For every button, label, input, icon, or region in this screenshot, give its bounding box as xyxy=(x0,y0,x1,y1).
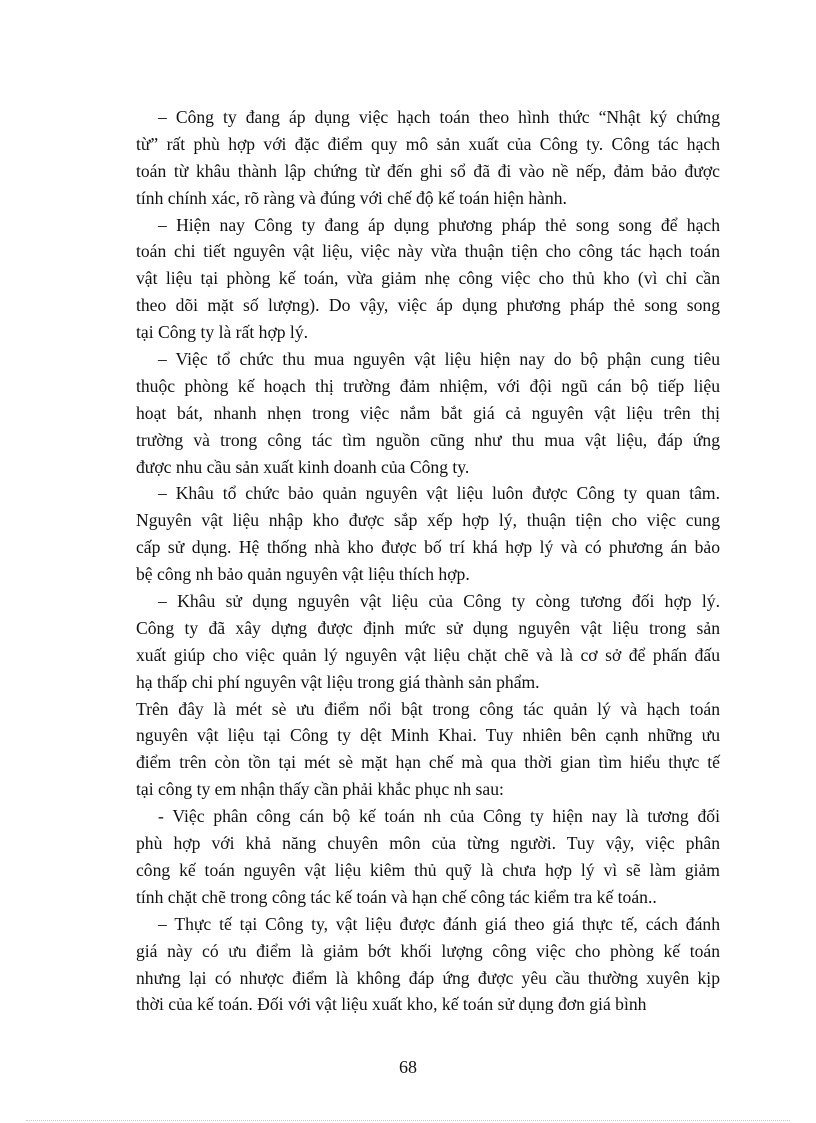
text-line: bệ công nh bảo quản nguyên vật liệu thích hợp. xyxy=(136,564,470,585)
text-line: công kế toán nguyên vật liệu kiêm thủ quỹ là chưa hợp lý vì sẽ làm giảm xyxy=(136,859,720,880)
text-line: – Khâu tổ chức bảo quản nguyên vật liệu luôn được Công ty quan tâm. xyxy=(158,483,720,504)
footer-divider xyxy=(26,1120,790,1121)
text-line: nhưng lại có nhược điểm là không đáp ứng được yêu cầu thường xuyên kịp xyxy=(136,967,720,988)
text-line: được nhu cầu sản xuất kinh doanh của Công ty. xyxy=(136,456,470,477)
text-line: - Việc phân công cán bộ kế toán nh của Công ty hiện nay là tương đối xyxy=(158,806,720,827)
body-text xyxy=(136,104,720,1018)
text-line: Nguyên vật liệu nhập kho được sắp xếp hợp lý, thuận tiện cho việc cung xyxy=(136,510,720,531)
text-line: phù hợp với khả năng chuyên môn của từng người. Tuy vậy, việc phân xyxy=(136,833,720,854)
paragraph xyxy=(136,911,720,1019)
text-line: cấp sử dụng. Hệ thống nhà kho được bố trí khá hợp lý và có phương án bảo xyxy=(136,537,720,558)
paragraph xyxy=(136,480,720,588)
text-line: toán từ khâu thành lập chứng từ đến ghi sổ đã đi vào nề nếp, đảm bảo được xyxy=(136,160,720,181)
text-line: – Việc tổ chức thu mua nguyên vật liệu hiện nay do bộ phận cung tiêu xyxy=(158,349,720,370)
text-line: tại Công ty là rất hợp lý. xyxy=(136,322,309,343)
paragraph xyxy=(136,212,720,346)
text-line: tại công ty em nhận thấy cần phải khắc phục nh sau: xyxy=(136,779,504,800)
paragraph xyxy=(136,803,720,911)
text-line: – Hiện nay Công ty đang áp dụng phương pháp thẻ song song để hạch xyxy=(158,214,720,235)
text-line: giá này có ưu điểm là giảm bớt khối lượng công việc cho phòng kế toán xyxy=(136,940,720,961)
text-line: nguyên vật liệu tại Công ty dệt Minh Khai. Tuy nhiên bên cạnh những ưu xyxy=(136,725,720,746)
paragraph xyxy=(136,696,720,804)
text-line: tính chính xác, rõ ràng và đúng với chế độ kế toán hiện hành. xyxy=(136,187,567,208)
paragraph xyxy=(136,588,720,696)
text-line: theo dõi mặt số lượng). Do vậy, việc áp dụng phương pháp thẻ song song xyxy=(136,295,720,316)
text-line: – Công ty đang áp dụng việc hạch toán theo hình thức “Nhật ký chứng xyxy=(158,107,720,127)
text-line: trường và trong công tác tìm nguồn cũng như thu mua vật liệu, đáp ứng xyxy=(136,429,720,450)
page-number: 68 xyxy=(399,1057,417,1077)
text-line: vật liệu tại phòng kế toán, vừa giảm nhẹ công việc cho thủ kho (vì chỉ cần xyxy=(136,268,720,289)
text-line: tính chặt chẽ trong công tác kế toán và hạn chế công tác kiểm tra kế toán.. xyxy=(136,886,657,907)
text-line: – Thực tế tại Công ty, vật liệu được đánh giá theo giá thực tế, cách đánh xyxy=(158,913,720,934)
text-line: hoạt bát, nhanh nhẹn trong việc nắm bắt giá cả nguyên vật liệu trên thị xyxy=(136,402,720,423)
text-line: từ” rất phù hợp với đặc điểm quy mô sản xuất của Công ty. Công tác hạch xyxy=(136,133,720,154)
text-line: hạ thấp chi phí nguyên vật liệu trong giá thành sản phẩm. xyxy=(136,671,540,692)
text-line: – Khâu sử dụng nguyên vật liệu của Công ty còng tương đối hợp lý. xyxy=(158,591,720,612)
paragraph xyxy=(136,346,720,480)
text-line: xuất giúp cho việc quản lý nguyên vật liệu chặt chẽ và là cơ sở để phấn đấu xyxy=(136,644,720,665)
text-line: toán chi tiết nguyên vật liệu, việc này vừa thuận tiện cho công tác hạch toán xyxy=(136,241,720,262)
text-line: điểm trên còn tồn tại mét sè mặt hạn chế mà qua thời gian tìm hiểu thực tế xyxy=(136,752,720,773)
text-line: thuộc phòng kế hoạch thị trường đảm nhiệm, với đội ngũ cán bộ tiếp liệu xyxy=(136,375,720,396)
paragraph xyxy=(136,104,720,212)
text-line: Trên đây là mét sè ưu điểm nổi bật trong công tác quản lý và hạch toán xyxy=(136,698,720,719)
text-line: Công ty đã xây dựng được định mức sử dụng nguyên vật liệu trong sản xyxy=(136,617,720,638)
text-line: thời của kế toán. Đối với vật liệu xuất kho, kế toán sử dụng đơn giá bình xyxy=(136,994,647,1015)
